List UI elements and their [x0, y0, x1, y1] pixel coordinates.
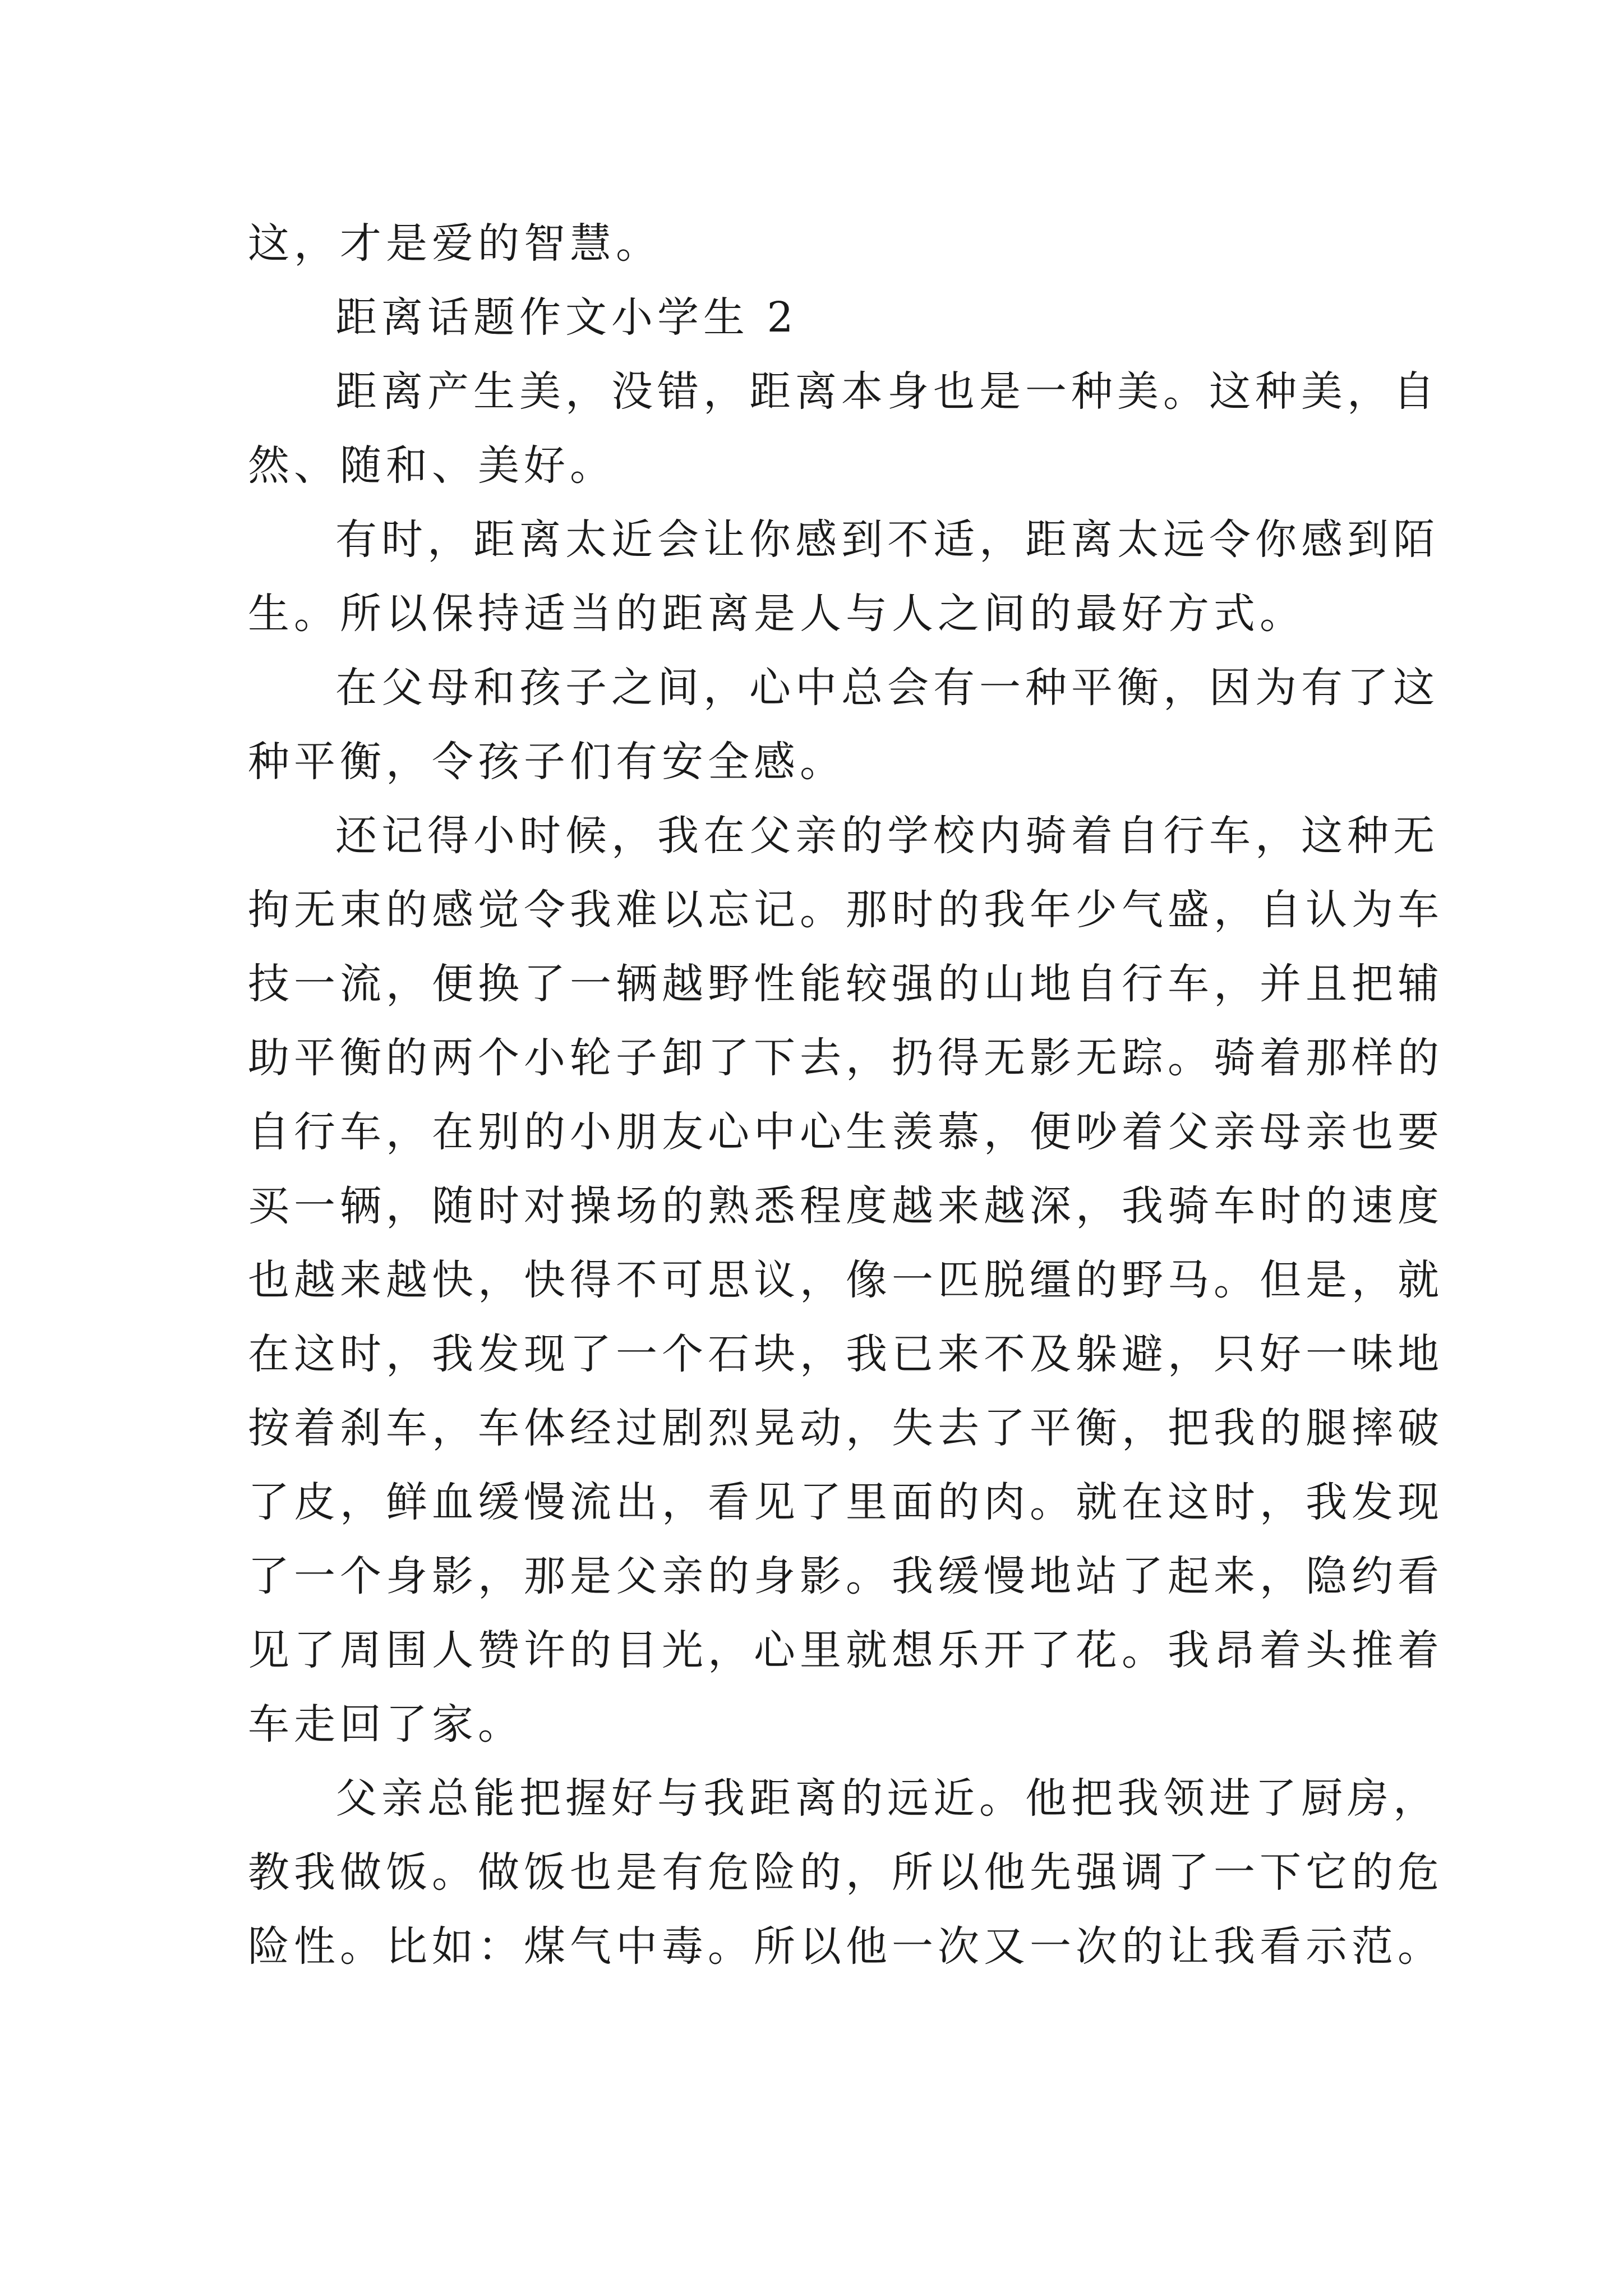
text-line: 这，才是爱的智慧。 [248, 219, 662, 268]
paragraph [248, 1761, 1444, 1984]
text-line: 在父母和孩子之间，心中总会有一种平衡，因为有了这 [335, 664, 1439, 712]
text-line: 父亲总能把握好与我距离的远近。他把我领进了厨房， [335, 1774, 1439, 1823]
text-line: 险性。比如：煤气中毒。所以他一次又一次的让我看示范。 [248, 1922, 1444, 1971]
paragraph [248, 651, 1439, 799]
text-line: 有时，距离太近会让你感到不适，距离太远令你感到陌 [335, 516, 1439, 564]
text-line: 教我做饭。做饭也是有危险的，所以他先强调了一下它的危 [248, 1848, 1444, 1897]
text-line: 距离话题作文小学生 2 [335, 293, 798, 342]
text-line: 了皮，鲜血缓慢流出，看见了里面的肉。就在这时，我发现 [248, 1478, 1444, 1526]
text-line: 见了周围人赞许的目光，心里就想乐开了花。我昂着头推着 [248, 1626, 1444, 1674]
text-line: 助平衡的两个小轮子卸了下去，扔得无影无踪。骑着那样的 [248, 1034, 1444, 1082]
section-heading [248, 280, 1403, 355]
text-line: 也越来越快，快得不可思议，像一匹脱缰的野马。但是，就 [248, 1256, 1444, 1304]
text-line: 生。所以保持适当的距离是人与人之间的最好方式。 [248, 590, 1306, 638]
paragraph [248, 503, 1439, 651]
text-line: 距离产生美，没错，距离本身也是一种美。这种美，自 [335, 367, 1439, 416]
text-line: 种平衡，令孩子们有安全感。 [248, 738, 846, 786]
text-line: 还记得小时候，我在父亲的学校内骑着自行车，这种无 [335, 812, 1439, 860]
paragraph [248, 206, 1403, 280]
text-line: 买一辆，随时对操场的熟悉程度越来越深，我骑车时的速度 [248, 1182, 1444, 1230]
text-line: 车走回了家。 [248, 1700, 524, 1749]
text-line: 自行车，在别的小朋友心中心生羡慕，便吵着父亲母亲也要 [248, 1108, 1444, 1156]
text-line: 在这时，我发现了一个石块，我已来不及躲避，只好一味地 [248, 1330, 1444, 1378]
text-line: 然、随和、美好。 [248, 441, 616, 490]
text-line: 拘无束的感觉令我难以忘记。那时的我年少气盛，自认为车 [248, 886, 1444, 934]
paragraph [248, 799, 1444, 1761]
body-text [248, 206, 1444, 1984]
paragraph [248, 355, 1439, 503]
text-line: 了一个身影，那是父亲的身影。我缓慢地站了起来，隐约看 [248, 1552, 1444, 1600]
text-line: 技一流，便换了一辆越野性能较强的山地自行车，并且把辅 [248, 960, 1444, 1008]
text-line: 按着刹车，车体经过剧烈晃动，失去了平衡，把我的腿摔破 [248, 1404, 1444, 1452]
